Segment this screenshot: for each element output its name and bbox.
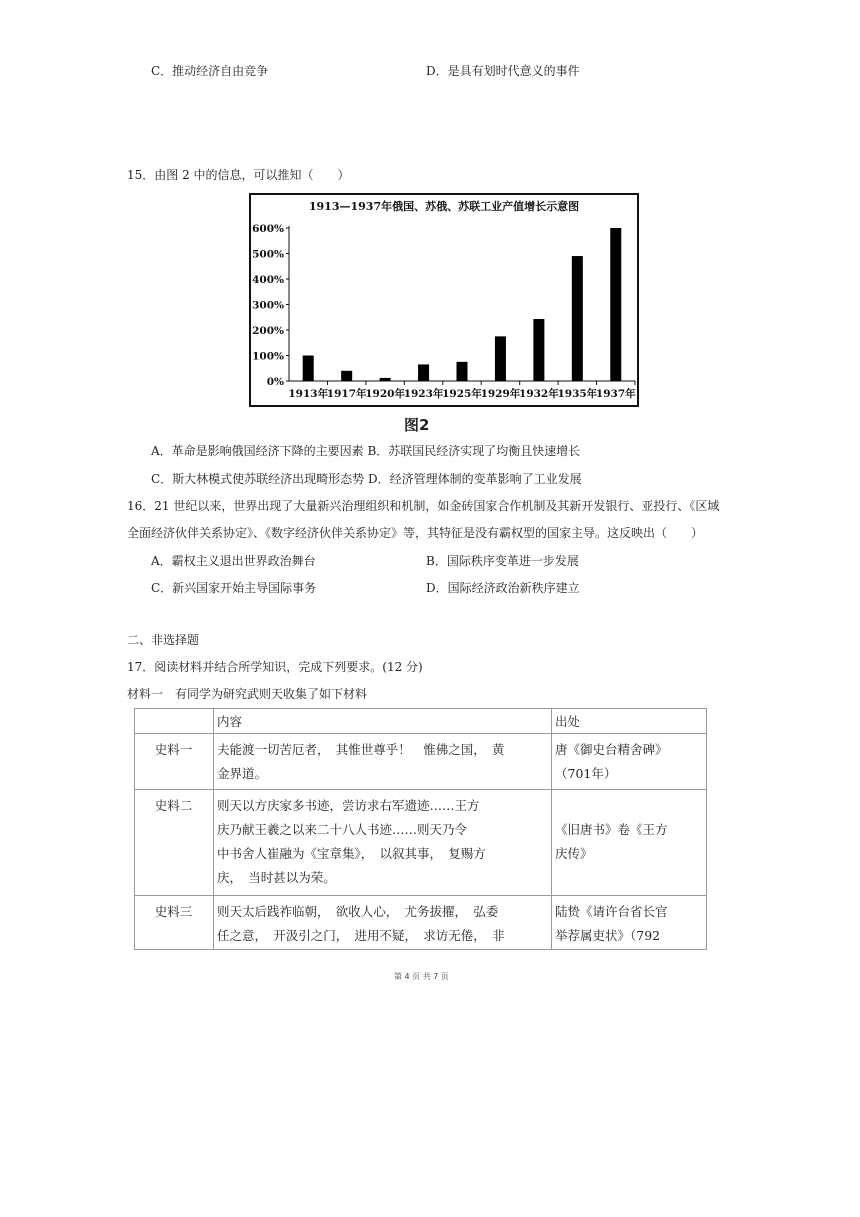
row-source: 唐《御史台精舍碑》 （701年） [552, 734, 707, 790]
q17-stem: 17．阅读材料并结合所学知识，完成下列要求。(12 分) [127, 660, 423, 674]
q16-option-a: A．霸权主义退出世界政治舞台 [151, 554, 316, 568]
table-header-row [135, 709, 707, 734]
row-content: 夫能渡一切苦厄者， 其惟世尊乎！ 惟佛之国， 黄 金界道。 [214, 734, 552, 790]
bar-1917年 [341, 371, 352, 381]
x-tick-label: 1932年 [519, 388, 559, 400]
x-tick-label: 1937年 [595, 388, 636, 400]
table-row [135, 896, 707, 950]
table-row [135, 734, 707, 790]
material-table [134, 708, 707, 950]
table-row [135, 790, 707, 896]
x-tick-label: 1913年 [288, 388, 329, 400]
y-tick-label: 400% [252, 274, 284, 286]
page-footer: 第 4 页 共 7 页 [394, 972, 449, 981]
chart-plot [251, 195, 637, 405]
x-tick-label: 1920年 [365, 388, 405, 400]
table-header-source: 出处 [552, 709, 707, 734]
y-tick-label: 300% [252, 299, 284, 312]
x-tick-label: 1923年 [403, 388, 444, 400]
q16-option-b: B．国际秩序变革进一步发展 [426, 554, 579, 568]
chart-title: 1913—1937年俄国、苏俄、苏联工业产值增长示意图 [308, 200, 580, 213]
row-source: 《旧唐书》卷《王方 庆传》 [552, 790, 707, 896]
row-source: 陆贽《请许台省长官 举荐属吏状》（792 [552, 896, 707, 950]
bar-1923年 [418, 364, 429, 381]
material1-intro: 材料一 有同学为研究武则天收集了如下材料 [127, 687, 368, 701]
row-label: 史料一 [135, 734, 214, 790]
y-tick-label: 200% [252, 325, 284, 337]
bar-1925年 [457, 362, 468, 381]
q16-stem-line2: 全面经济伙伴关系协定》、《数字经济伙伴关系协定》等，其特征是没有霸权型的国家主导。这反映出（ ） [127, 526, 704, 540]
q16-option-c: C．新兴国家开始主导国际事务 [151, 581, 317, 595]
bar-1929年 [495, 336, 506, 381]
row-content: 则天以方庆家多书迹，尝访求右军遗迹……王方 庆乃献王羲之以来二十八人书迹……则天乃令 中书舍人崔融为《宝章集》， 以叙其事， 复赐方 庆， 当时甚以为荣。 [214, 790, 552, 896]
q15-stem: 15．由图 2 中的信息，可以推知（ ） [127, 168, 350, 182]
y-tick-label: 100% [252, 350, 284, 363]
x-tick-label: 1929年 [480, 388, 521, 400]
bar-1937年 [610, 228, 621, 381]
x-tick-label: 1917年 [326, 388, 367, 400]
table-header-content: 内容 [214, 709, 552, 734]
row-content: 则天太后践祚临朝， 欲收人心， 尤务拔擢， 弘委 任之意， 开汲引之门， 进用不疑， 求访无倦， 非 [214, 896, 552, 950]
table-header-blank [135, 709, 214, 734]
y-tick-label: 0% [266, 376, 284, 388]
q14-option-c: C．推动经济自由竞争 [151, 64, 269, 78]
bar-1935年 [572, 256, 583, 381]
q14-option-d: D．是具有划时代意义的事件 [426, 64, 580, 78]
figure-label: 图2 [404, 416, 430, 434]
bar-1920年 [380, 378, 391, 381]
q15-option-c-d: C．斯大林模式使苏联经济出现畸形态势 D．经济管理体制的变革影响了工业发展 [151, 472, 582, 486]
x-tick-label: 1935年 [557, 388, 598, 400]
q15-option-a-b: A．革命是影响俄国经济下降的主要因素 B．苏联国民经济实现了均衡且快速增长 [151, 444, 581, 458]
x-tick-label: 1925年 [442, 388, 482, 400]
row-label: 史料二 [135, 790, 214, 896]
row-label: 史料三 [135, 896, 214, 950]
q16-stem-line1: 16．21 世纪以来，世界出现了大量新兴治理组织和机制，如金砖国家合作机制及其新开发银行、亚投行、《区域 [127, 499, 720, 513]
bar-1913年 [303, 356, 314, 382]
bar-chart [249, 193, 639, 407]
y-tick-label: 600% [252, 223, 284, 235]
section-heading: 二、非选择题 [127, 633, 200, 647]
bar-1932年 [533, 319, 544, 381]
y-tick-label: 500% [252, 248, 284, 261]
q16-option-d: D．国际经济政治新秩序建立 [426, 581, 580, 595]
